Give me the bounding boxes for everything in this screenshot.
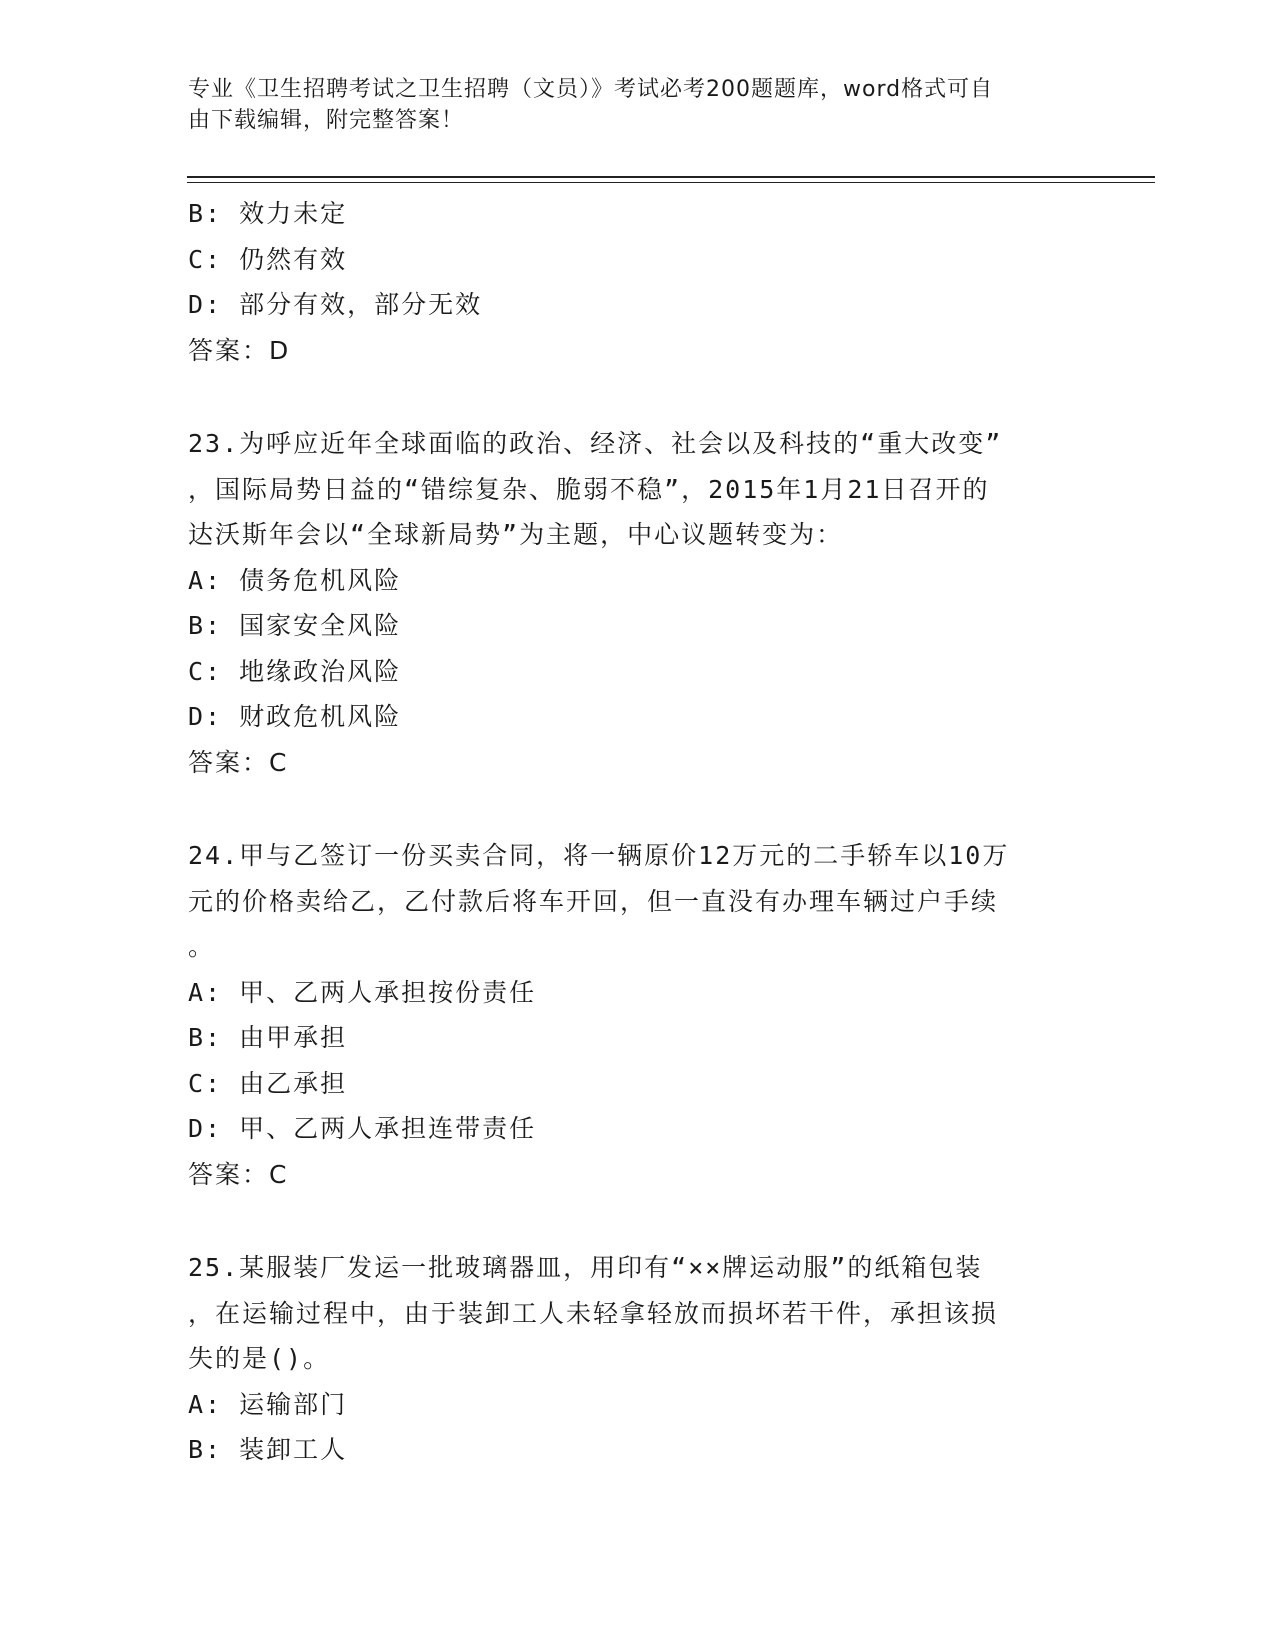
header-line-1: 专业《卫生招聘考试之卫生招聘（文员）》考试必考200题题库，word格式可自 [188,77,994,102]
question-text-line: 达沃斯年会以“全球新局势”为主题，中心议题转变为： [188,520,844,549]
question-text-line: 24.甲与乙签订一份买卖合同，将一辆原价12万元的二手轿车以10万 [188,841,1010,870]
option-c: C: 由乙承担 [188,1068,348,1098]
question-22-tail [188,191,1088,373]
option-c: C: 地缘政治风险 [188,656,402,686]
option-a: A: 甲、乙两人承担按份责任 [188,977,537,1007]
option-b: B: 国家安全风险 [188,611,402,640]
option-b: B: 由甲承担 [188,1023,348,1052]
answer: 答案：C [188,1159,289,1189]
spacer [188,373,1088,421]
question-25 [188,1245,1088,1473]
option-d: D: 甲、乙两人承担连带责任 [188,1114,537,1143]
header-line-2: 由下载编辑，附完整答案！ [188,108,465,133]
question-text-line: ，在运输过程中，由于装卸工人未轻拿轻放而损坏若干件，承担该损 [188,1298,999,1328]
question-text-line: 。 [188,932,216,961]
answer: 答案：D [188,335,291,365]
question-text-line: 元的价格卖给乙，乙付款后将车开回，但一直没有办理车辆过户手续 [188,886,999,916]
question-text-line: 25.某服装厂发运一批玻璃器皿，用印有“××牌运动服”的纸箱包装 [188,1253,983,1282]
page-header [188,74,1068,136]
option-d: D: 财政危机风险 [188,702,402,731]
option-a: A: 债务危机风险 [188,565,402,595]
question-text-line: ，国际局势日益的“错综复杂、脆弱不稳”，2015年1月21日召开的 [188,474,990,504]
option-d: D: 部分有效，部分无效 [188,290,483,319]
option-c: C: 仍然有效 [188,244,348,274]
header-rule-thick [187,176,1155,178]
question-text-line: 失的是()。 [188,1344,331,1373]
question-text-line: 23.为呼应近年全球面临的政治、经济、社会以及科技的“重大改变” [188,429,1003,458]
option-a: A: 运输部门 [188,1389,348,1419]
answer: 答案：C [188,747,289,777]
option-b: B: 效力未定 [188,199,348,228]
spacer [188,785,1088,833]
spacer [188,1197,1088,1245]
question-list [188,191,1088,1473]
question-23 [188,421,1088,785]
header-rule-thin [187,182,1155,183]
option-b: B: 装卸工人 [188,1435,348,1464]
question-24 [188,833,1088,1197]
